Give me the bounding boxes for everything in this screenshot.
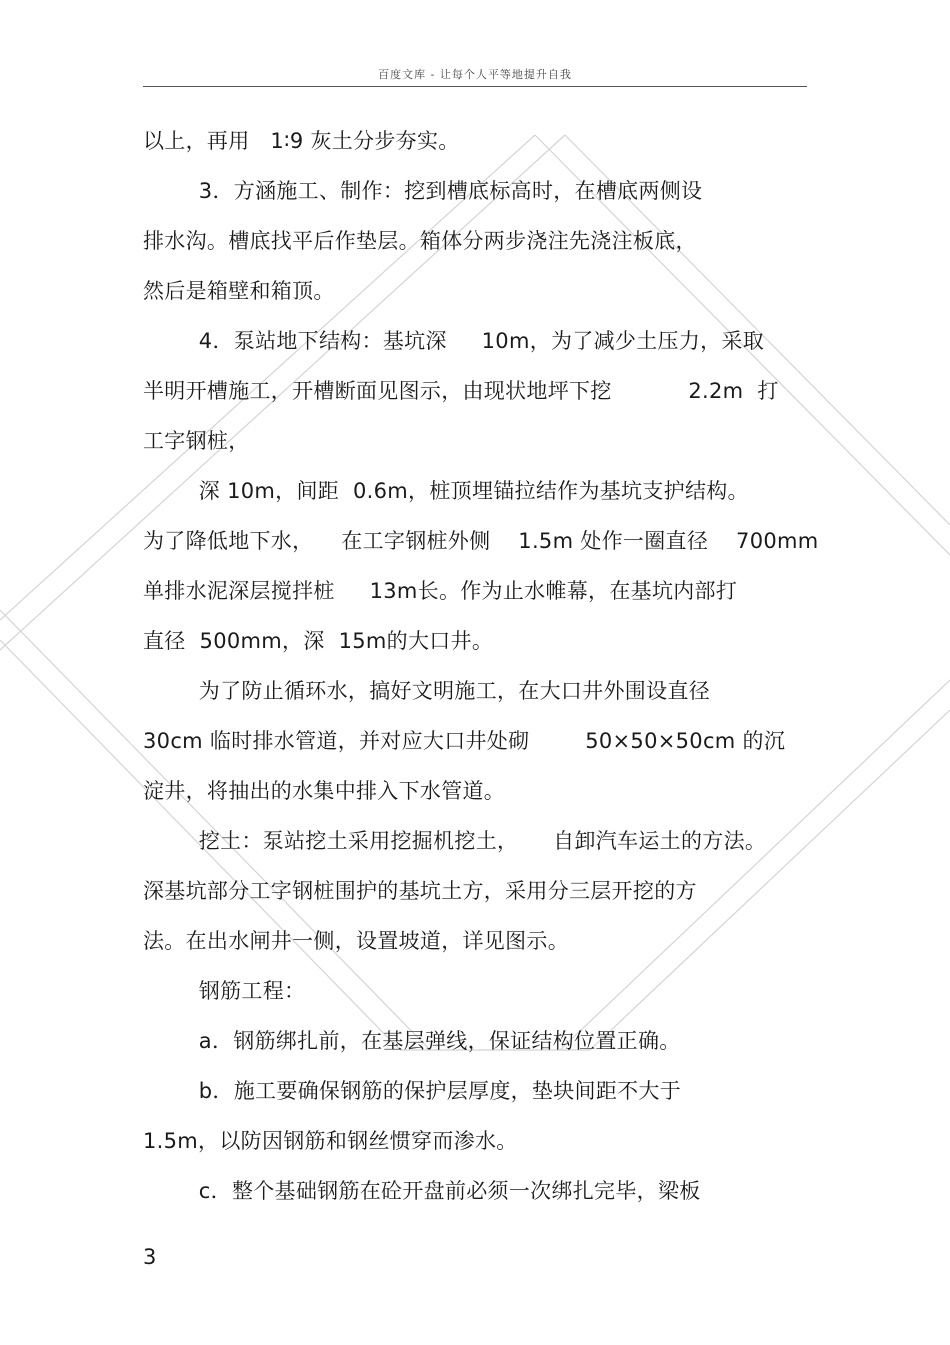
text-line: 1.5m，以防因钢筋和钢丝惯穿而渗水。: [143, 1129, 518, 1153]
text-line: 半明开槽施工，开槽断面见图示，由现状地坪下挖 2.2m 打: [143, 379, 779, 403]
header-divider: [143, 86, 807, 87]
text-line: 30cm 临时排水管道，并对应大口井处砌 50×50×50cm 的沉: [143, 729, 786, 753]
text-line: 工字钢桩，: [143, 429, 250, 453]
text-line: 排水沟。槽底找平后作垫层。箱体分两步浇注先浇注板底，: [143, 229, 697, 253]
text-line: 为了降低地下水， 在工字钢桩外侧 1.5m 处作一圈直径 700mm: [143, 529, 819, 553]
text-line: 挖土：泵站挖土采用挖掘机挖土， 自卸汽车运土的方法。: [143, 829, 767, 853]
text-line: 为了防止循环水，搞好文明施工，在大口井外围设直径: [143, 679, 710, 703]
text-line: 然后是箱壁和箱顶。: [143, 279, 335, 303]
text-line: 以上，再用 1∶9 灰土分步夯实。: [143, 129, 460, 153]
page-number: 3: [143, 1245, 157, 1269]
text-line: 法。在出水闸井一侧，设置坡道，详见图示。: [143, 929, 569, 953]
text-line: 3．方涵施工、制作：挖到槽底标高时，在槽底两侧设: [143, 179, 703, 203]
text-line: 淀井，将抽出的水集中排入下水管道。: [143, 779, 506, 803]
text-line: 4．泵站地下结构：基坑深 10m，为了减少土压力，采取: [143, 329, 765, 353]
text-line: b．施工要确保钢筋的保护层厚度，垫块间距不大于: [143, 1079, 682, 1103]
text-line: a．钢筋绑扎前，在基层弹线，保证结构位置正确。: [143, 1029, 681, 1053]
text-line: 单排水泥深层搅拌桩 13m长。作为止水帷幕，在基坑内部打: [143, 579, 738, 603]
text-line: 钢筋工程：: [143, 979, 306, 1003]
text-line: 深 10m，间距 0.6m，桩顶埋锚拉结作为基坑支护结构。: [143, 479, 749, 503]
text-line: 直径 500mm，深 15m的大口井。: [143, 629, 494, 653]
text-line: 深基坑部分工字钢桩围护的基坑土方，采用分三层开挖的方: [143, 879, 697, 903]
text-line: c．整个基础钢筋在砼开盘前必须一次绑扎完毕，梁板: [143, 1179, 701, 1203]
header-title: 百度文库 - 让每个人平等地提升自我: [378, 68, 572, 81]
